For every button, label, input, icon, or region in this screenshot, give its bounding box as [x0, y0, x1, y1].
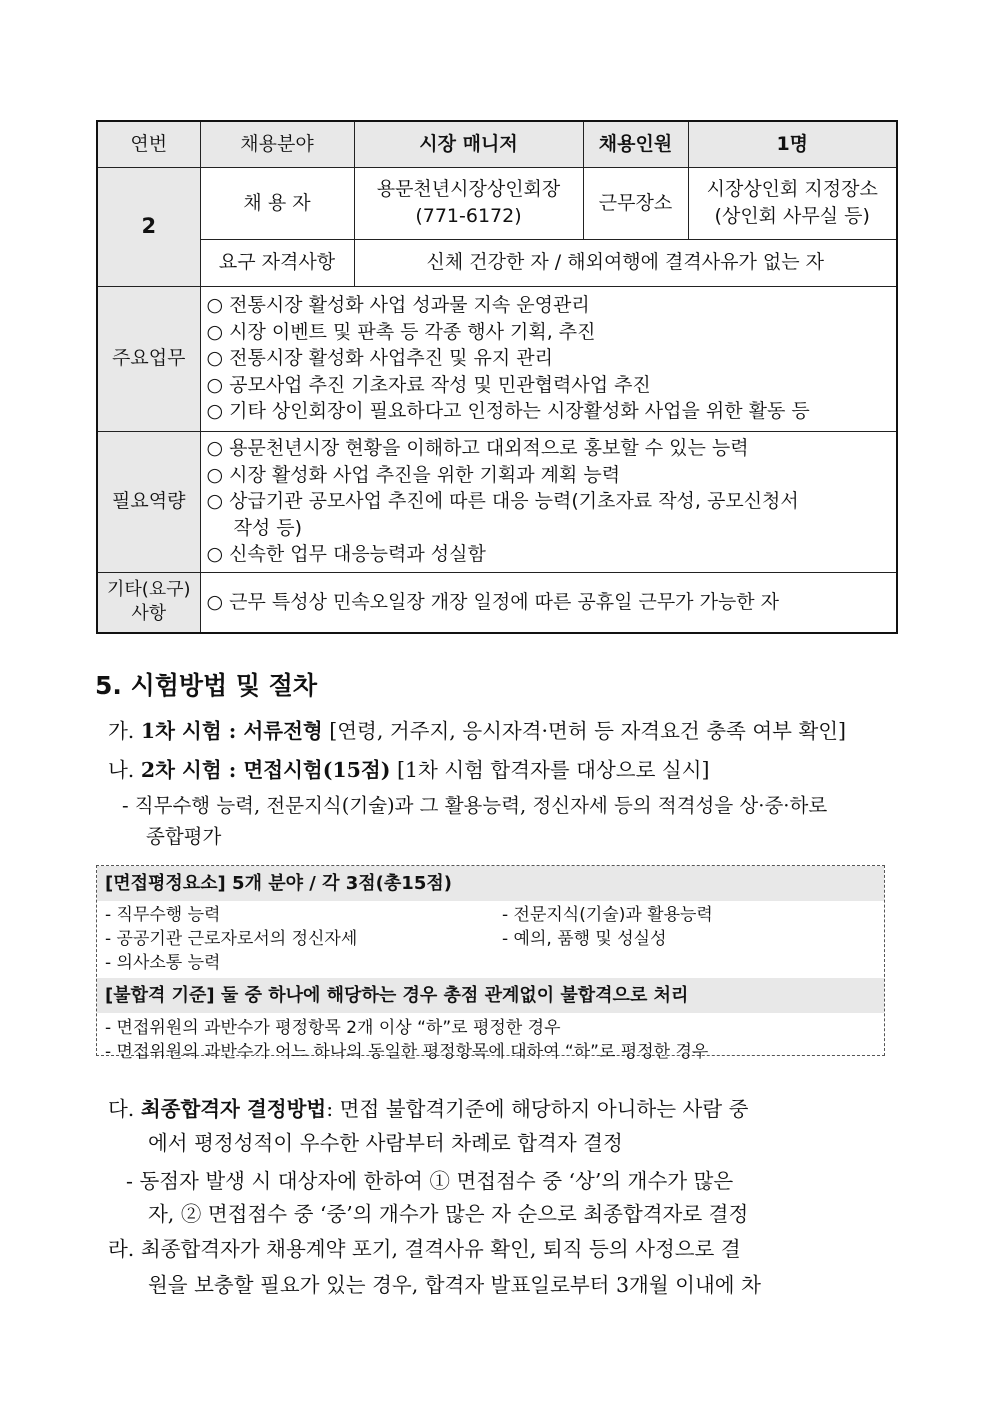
- other-label-line-1: 기타(요구): [106, 579, 191, 601]
- workplace-value: [688, 167, 897, 239]
- count-value: 1명: [688, 121, 897, 167]
- competency-list: [207, 435, 897, 568]
- duties-label: 주요업무: [97, 286, 200, 431]
- employer-label: 채 용 자: [200, 167, 354, 239]
- evaluation-items: [97, 901, 884, 978]
- evaluation-box: [96, 865, 885, 1062]
- competency-item: ○ 시장 활성화 사업 추진을 위한 기획과 계획 능력: [206, 463, 621, 486]
- duty-item: ○ 전통시장 활성화 사업추진 및 유지 관리: [206, 347, 553, 370]
- other-label: [97, 572, 200, 633]
- step-da-sub-2: 자, ② 면접점수 중 ‘중’의 개수가 많은 자 순으로 최종합격자로 결정: [148, 1202, 749, 1226]
- step-na-prefix: 나.: [108, 758, 141, 782]
- step-na-sub-1: - 직무수행 능력, 전문지식(기술)과 그 활용능력, 정신자세 등의 적격성을 상·중·하로: [122, 794, 828, 817]
- qualification-label: 요구 자격사항: [200, 239, 354, 286]
- step-da-prefix: 다.: [108, 1097, 141, 1121]
- employer-name: 용문천년시장상인회장: [376, 178, 561, 200]
- section-title: 5. 시험방법 및 절차: [95, 671, 318, 700]
- step-na: [108, 755, 710, 785]
- fail-criteria-header: [불합격 기준] 둘 중 하나에 해당하는 경우 총점 관계없이 불합격으로 처리: [97, 978, 884, 1013]
- evaluation-item: - 예의, 품행 및 성실성: [502, 929, 667, 949]
- evaluation-item: - 의사소통 능력: [105, 953, 221, 973]
- workplace-line-2: (상인회 사무실 등): [714, 205, 870, 227]
- step-da-sub-1: - 동점자 발생 시 대상자에 한하여 ① 면접점수 중 ‘상’의 개수가 많은: [126, 1169, 734, 1193]
- duties-cell: [200, 286, 897, 431]
- other-label-line-2: 사항: [131, 603, 167, 625]
- competency-item: ○ 신속한 업무 대응능력과 성실함: [206, 543, 486, 566]
- step-da: [108, 1094, 748, 1124]
- step-na-title: 2차 시험 : 면접시험(15점): [140, 758, 391, 782]
- step-ra-line-1: 라. 최종합격자가 채용계약 포기, 결격사유 확인, 퇴직 등의 사정으로 결: [108, 1237, 741, 1261]
- step-ga-title: 1차 시험 : 서류전형: [140, 719, 323, 743]
- workplace-line-1: 시장상인회 지정장소: [706, 178, 878, 200]
- evaluation-item: - 전문지식(기술)과 활용능력: [502, 905, 713, 925]
- competency-item: ○ 상급기관 공모사업 추진에 따른 대응 능력(기초자료 작성, 공모신청서: [206, 490, 799, 513]
- col-header-count: 채용인원: [583, 121, 688, 167]
- step-da-title: 최종합격자 결정방법: [140, 1097, 327, 1121]
- duties-list: [207, 292, 897, 425]
- competency-cell: [200, 431, 897, 572]
- employer-phone: (771-6172): [415, 205, 522, 227]
- step-ga: [108, 716, 846, 746]
- step-da-line-2: 에서 평정성적이 우수한 사람부터 차례로 합격자 결정: [148, 1131, 623, 1155]
- step-na-sub-2: 종합평가: [146, 825, 222, 848]
- qualification-value: 신체 건강한 자 / 해외여행에 결격사유가 없는 자: [354, 239, 897, 286]
- evaluation-item: - 공공기관 근로자로서의 정신자세: [105, 929, 358, 949]
- employer-value: [354, 167, 583, 239]
- other-value: ○ 근무 특성상 민속오일장 개장 일정에 따른 공휴일 근무가 가능한 자: [200, 572, 897, 633]
- fail-criteria-list: [97, 1013, 884, 1064]
- col-header-field: 채용분야: [200, 121, 354, 167]
- step-ra-line-2: 원을 보충할 필요가 있는 경우, 합격자 발표일로부터 3개월 이내에 차: [148, 1273, 761, 1297]
- competency-item-continued: [207, 515, 897, 542]
- row-number: 2: [97, 167, 200, 286]
- duty-item: ○ 기타 상인회장이 필요하다고 인정하는 시장활성화 사업을 위한 활동 등: [206, 400, 810, 423]
- job-table: [96, 120, 898, 634]
- step-da-desc: : 면접 불합격기준에 해당하지 아니하는 사람 중: [326, 1097, 749, 1121]
- competency-item: ○ 용문천년시장 현황을 이해하고 대외적으로 홍보할 수 있는 능력: [206, 437, 749, 460]
- step-na-desc: [1차 시험 합격자를 대상으로 실시]: [390, 758, 710, 782]
- duty-item: ○ 시장 이벤트 및 판촉 등 각종 행사 기획, 추진: [206, 320, 596, 343]
- step-ga-desc: [연령, 거주지, 응시자격·면허 등 자격요건 충족 여부 확인]: [322, 719, 847, 743]
- competency-label: 필요역량: [97, 431, 200, 572]
- evaluation-header: [면접평정요소] 5개 분야 / 각 3점(총15점): [97, 866, 884, 901]
- duty-item: ○ 전통시장 활성화 사업 성과물 지속 운영관리: [206, 294, 590, 317]
- fail-criteria-item: - 면접위원의 과반수가 평정항목 2개 이상 “하”로 평정한 경우: [105, 1018, 561, 1038]
- col-header-no: 연번: [97, 121, 200, 167]
- workplace-label: 근무장소: [583, 167, 688, 239]
- fail-criteria-item: - 면접위원의 과반수가 어느 하나의 동일한 평정항목에 대하여 “하”로 평정한 경우: [105, 1042, 709, 1062]
- field-value: 시장 매니저: [354, 121, 583, 167]
- evaluation-item: - 직무수행 능력: [105, 905, 221, 925]
- duty-item: ○ 공모사업 추진 기초자료 작성 및 민관협력사업 추진: [206, 373, 651, 396]
- competency-continuation: 작성 등): [233, 516, 303, 539]
- step-ga-prefix: 가.: [108, 719, 141, 743]
